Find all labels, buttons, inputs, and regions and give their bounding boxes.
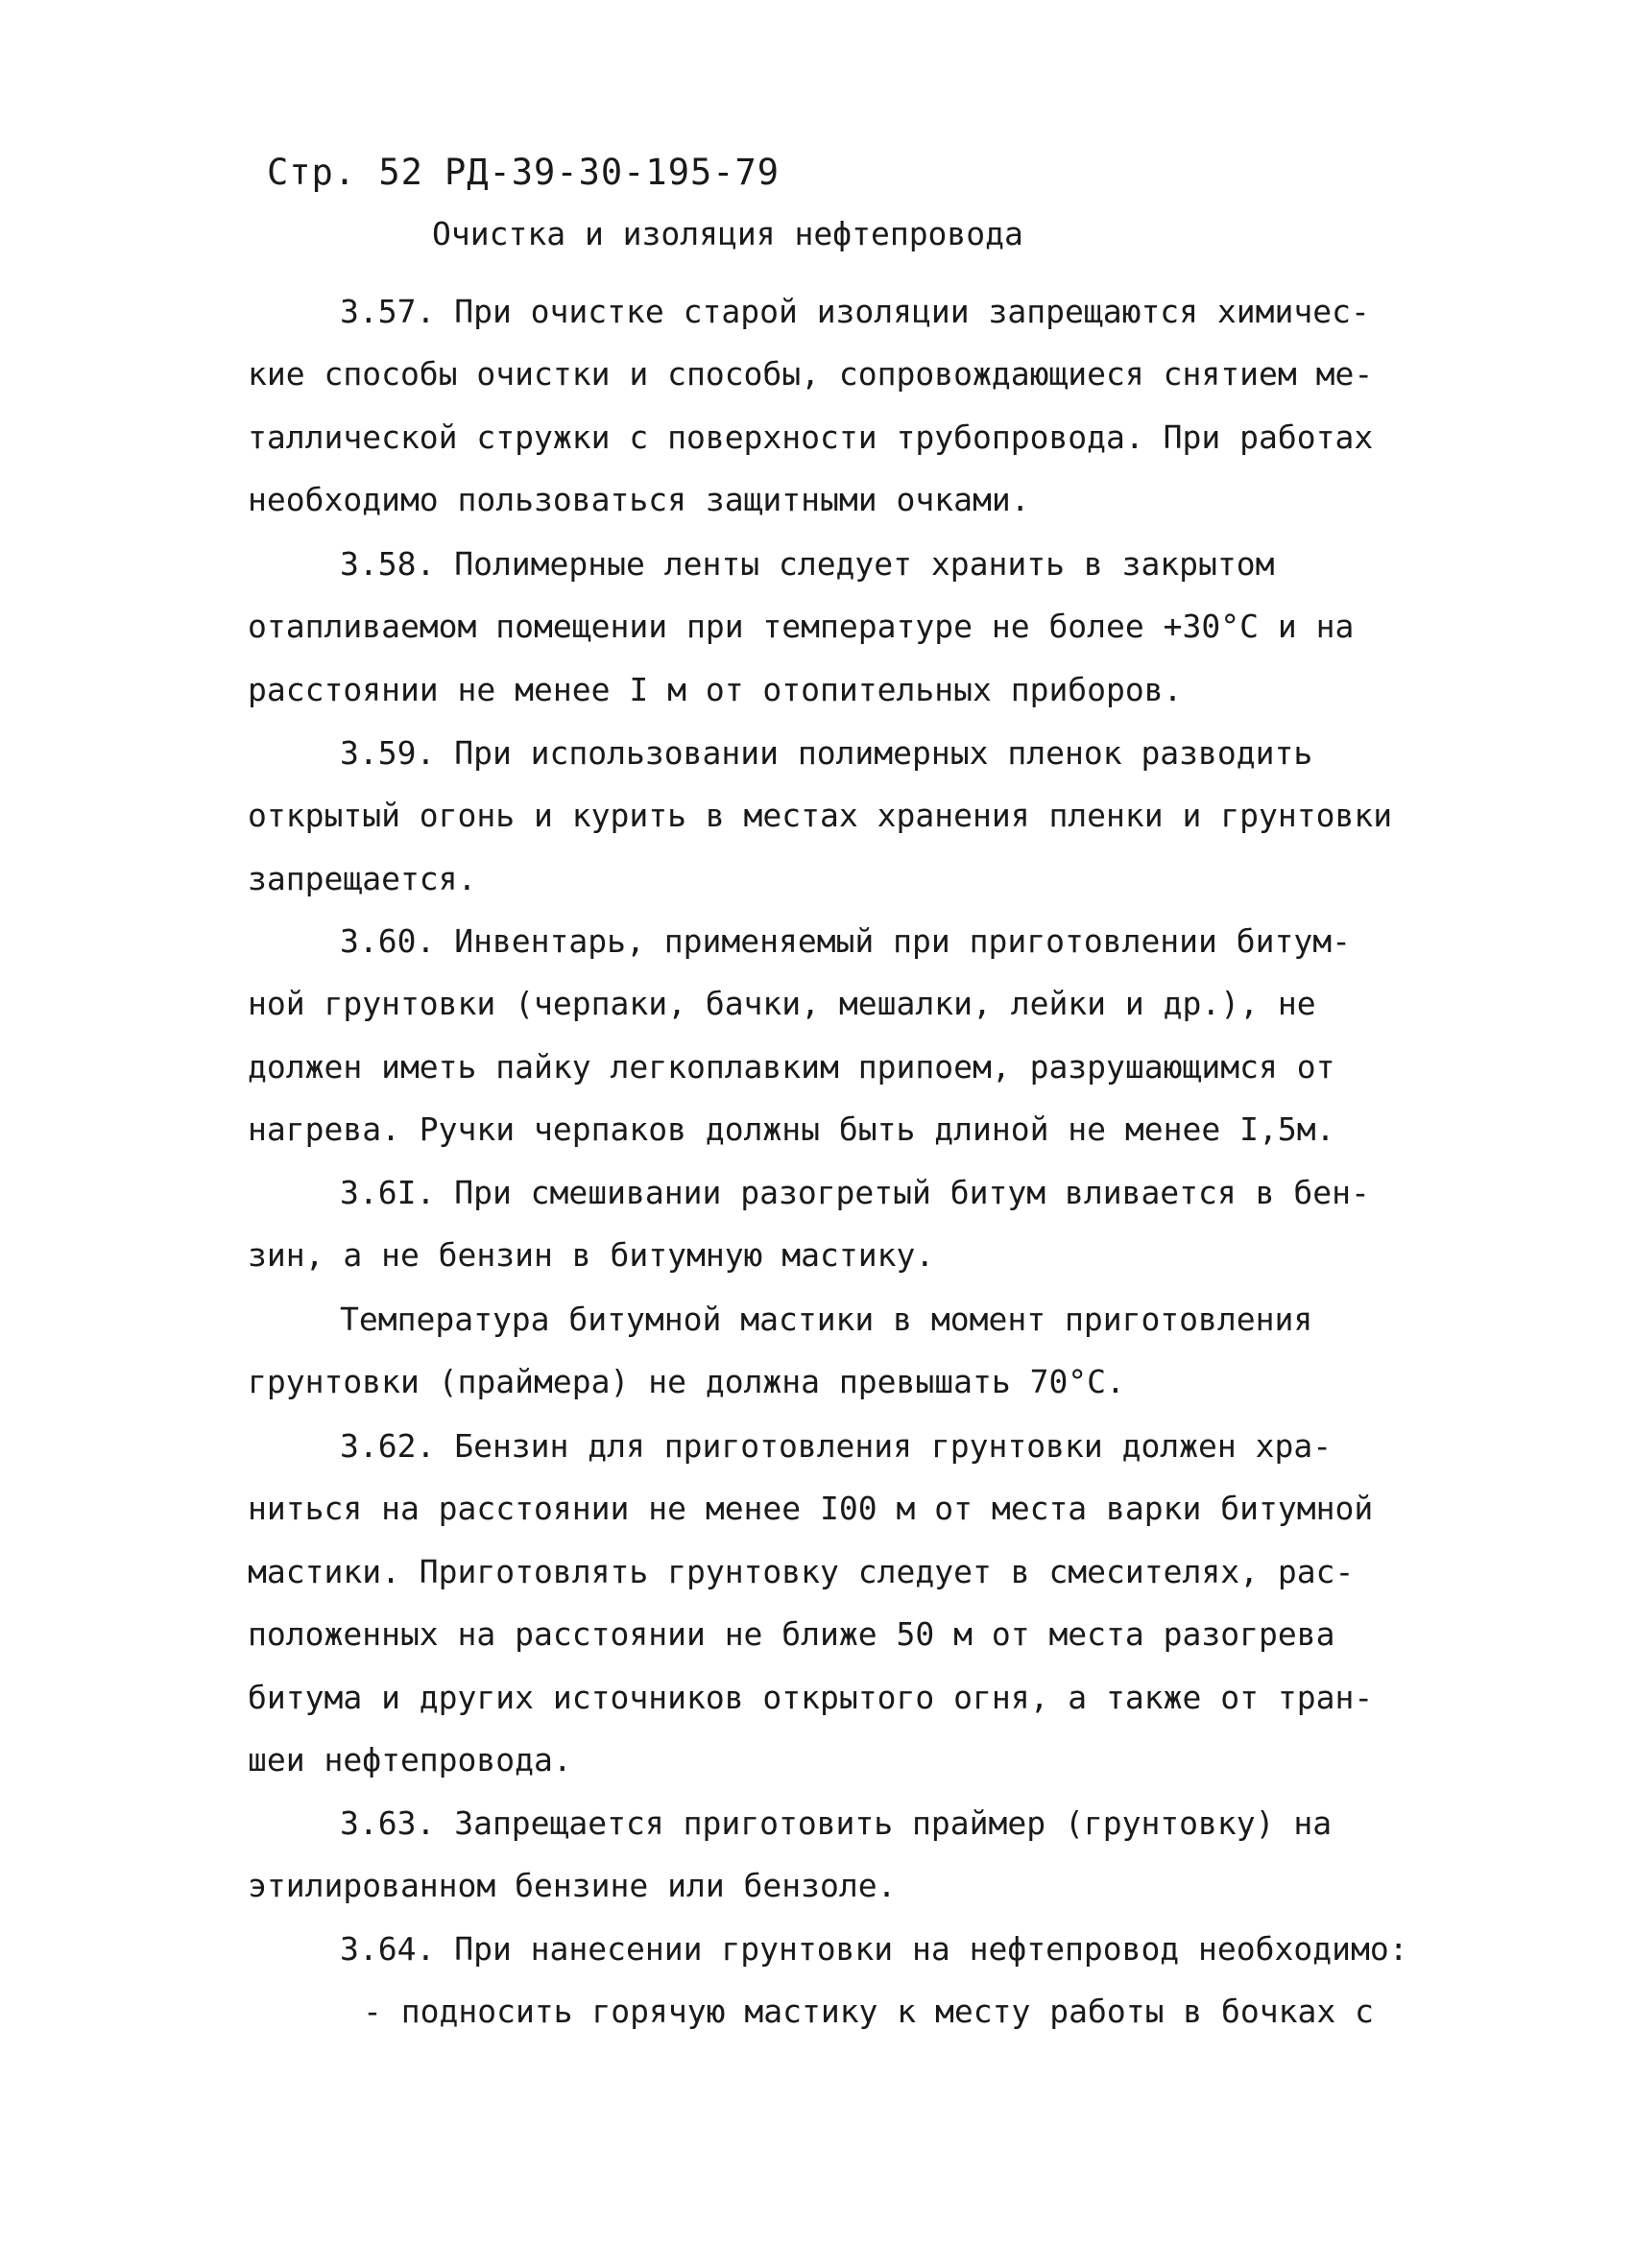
text-line: мастики. Приготовлять грунтовку следует в смесителях, рас- [248, 1552, 1355, 1590]
text-line: зин, а не бензин в битумную мастику. [248, 1236, 935, 1275]
paragraph-3-59 [248, 722, 1429, 910]
text-line: нагрева. Ручки черпаков должны быть длиной не менее I,5м. [248, 1110, 1335, 1149]
page-header [267, 152, 780, 193]
text-line: 3.62. Бензин для приготовления грунтовки должен хра- [340, 1427, 1333, 1465]
text-line: таллической стружки с поверхности трубопровода. При работах [248, 418, 1374, 456]
text-line: отапливаемом помещении при температуре не более +30°С и на [248, 608, 1355, 646]
section-title: Очистка и изоляция нефтепровода [432, 215, 1023, 252]
document-code: РД-39-30-195-79 [444, 152, 781, 193]
text-line: должен иметь пайку легкоплавким припоем, разрушающимся от [248, 1047, 1335, 1086]
paragraph-3-62 [248, 1415, 1429, 1791]
text-line: ниться на расстоянии не менее I00 м от места варки битумной [248, 1490, 1374, 1528]
text-line: битума и других источников открытого огня, а также от тран- [248, 1678, 1374, 1716]
text-line: Температура битумной мастики в момент приготовления [340, 1301, 1313, 1338]
text-line: положенных на расстоянии не ближе 50 м от места разогрева [248, 1615, 1335, 1654]
text-line: кие способы очистки и способы, сопровождающиеся снятием ме- [248, 355, 1374, 394]
paragraph-3-64 [248, 1918, 1429, 2043]
text-line: открытый огонь и курить в местах хранения пленки и грунтовки [248, 797, 1393, 835]
text-line: 3.57. При очистке старой изоляции запрещаются химичес- [340, 293, 1370, 330]
text-line: 3.63. Запрещается приготовить праймер (грунтовку) на [340, 1804, 1333, 1842]
text-line: 3.58. Полимерные ленты следует хранить в закрытом [340, 545, 1275, 583]
paragraph-3-61 [248, 1161, 1429, 1287]
text-line: расстоянии не менее I м от отопительных приборов. [248, 670, 1183, 708]
text-line: необходимо пользоваться защитными очками. [248, 481, 1030, 519]
paragraph-temperature [248, 1288, 1429, 1414]
paragraph-3-58 [248, 533, 1429, 721]
text-line: этилированном бензине или бензоле. [248, 1867, 897, 1905]
text-line: запрещается. [248, 859, 477, 897]
text-line: 3.6I. При смешивании разогретый битум вливается в бен- [340, 1174, 1370, 1211]
page-number: Стр. 52 [267, 152, 423, 193]
text-line: шеи нефтепровода. [248, 1740, 572, 1779]
text-line: - подносить горячую мастику к месту работы в бочках с [363, 1993, 1374, 2031]
text-line: 3.64. При нанесении грунтовки на нефтепровод необходимо: [340, 1930, 1408, 1968]
paragraph-3-60 [248, 910, 1429, 1161]
text-line: 3.60. Инвентарь, применяемый при приготовлении битум- [340, 922, 1351, 960]
paragraph-3-57 [248, 280, 1429, 532]
text-line: 3.59. При использовании полимерных пленок разводить [340, 734, 1313, 772]
paragraph-3-63 [248, 1792, 1429, 1918]
text-line: ной грунтовки (черпаки, бачки, мешалки, лейки и др.), не [248, 985, 1316, 1023]
text-line: грунтовки (праймера) не должна превышать 70°С. [248, 1363, 1125, 1401]
